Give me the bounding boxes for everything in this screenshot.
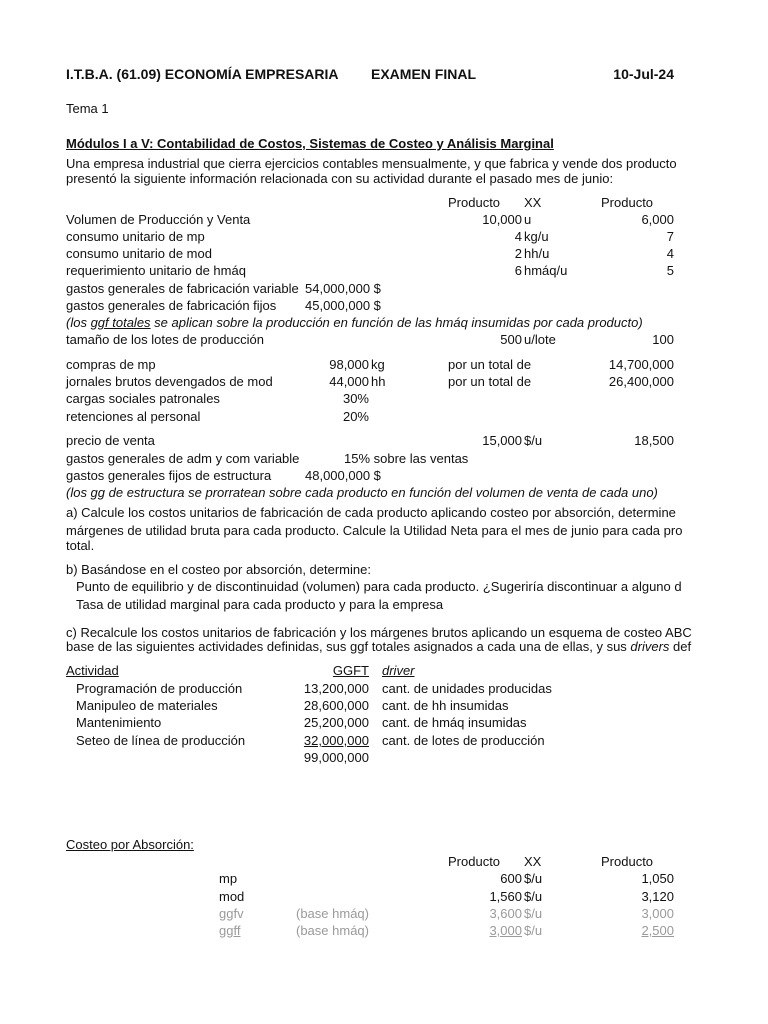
costeo-title: Costeo por Absorción: xyxy=(66,837,194,852)
modulos-title: Módulos I a V: Contabilidad de Costos, Sistemas de Costeo y Análisis Marginal xyxy=(66,136,554,151)
gg-estructura-note: (los gg de estructura se prorratean sobre cada producto en función del volumen de venta de cada uno) xyxy=(66,485,658,500)
question-a-clipped-row xyxy=(66,505,676,520)
costeo-unit: $/u xyxy=(524,871,543,886)
row-value-2: 5 xyxy=(666,263,674,278)
costeo-label: ggfv xyxy=(219,906,244,921)
question-a-line-2: márgenes de utilidad bruta para cada producto. Calcule la Utilidad Neta para el mes de junio para cada pro xyxy=(66,523,683,538)
abc-actividad: Programación de producción xyxy=(76,681,243,696)
question-c-line-1: c) Recalcule los costos unitarios de fabricación y los márgenes brutos aplicando un esquema de costeo ABC xyxy=(66,625,692,640)
lotes-value-2: 100 xyxy=(652,332,674,347)
ggf-variable-value: 54,000,000 $ xyxy=(305,281,381,296)
question-a-line-3: total. xyxy=(66,538,95,553)
row-value-2: 4 xyxy=(666,246,674,261)
cargas-label: cargas sociales patronales xyxy=(66,391,220,406)
costeo-base: (base hmáq) xyxy=(296,906,369,921)
row-unit: u xyxy=(524,212,532,227)
abc-header-actividad: Actividad xyxy=(66,663,119,678)
gg-adm-label: gastos generales de adm y com variable xyxy=(66,451,300,466)
compras-qty: 98,000 xyxy=(329,357,369,372)
gg-estructura-value: 48,000,000 $ xyxy=(305,468,381,483)
retenciones-label: retenciones al personal xyxy=(66,409,201,424)
product-label-2: Producto xyxy=(601,195,654,210)
row-unit: kg/u xyxy=(524,229,549,244)
row-label: requerimiento unitario de hmáq xyxy=(66,263,246,278)
ggf-fijos-label: gastos generales de fabricación fijos xyxy=(66,298,277,313)
abc-ggft: 25,200,000 xyxy=(303,715,369,730)
ggf-fijos-value: 45,000,000 $ xyxy=(305,298,381,313)
question-b-item-1: Punto de equilibrio y de discontinuidad (volumen) para cada producto. ¿Sugeriría discontinuar a alguno d xyxy=(76,579,682,594)
ggf-note xyxy=(66,315,643,331)
row-label: consumo unitario de mp xyxy=(66,229,205,244)
abc-total: 99,000,000 xyxy=(303,750,369,765)
jornales-label: jornales brutos devengados de mod xyxy=(66,374,273,389)
abc-driver: cant. de hh insumidas xyxy=(382,698,509,713)
jornales-por: por un total de xyxy=(448,374,532,389)
row-label: consumo unitario de mod xyxy=(66,246,212,261)
row-value-xx: 4 xyxy=(514,229,522,244)
product-label-1: Producto xyxy=(448,195,501,210)
question-b-item-2: Tasa de utilidad marginal para cada producto y para la empresa xyxy=(76,597,444,612)
ggf-note-underlined: ggf totales xyxy=(90,315,151,330)
costeo-unit: $/u xyxy=(524,923,543,938)
costeo-value-xx: 3,000 xyxy=(489,923,522,938)
abc-ggft: 28,600,000 xyxy=(303,698,369,713)
intro-line-2: presentó la siguiente información relacionada con su actividad durante el pasado mes de junio: xyxy=(66,171,614,186)
compras-por: por un total de xyxy=(448,357,532,372)
costeo-value-2: 1,050 xyxy=(641,871,674,886)
lotes-label: tamaño de los lotes de producción xyxy=(66,332,265,347)
row-label: Volumen de Producción y Venta xyxy=(66,212,251,227)
row-value-2: 7 xyxy=(666,229,674,244)
tema-label: Tema 1 xyxy=(66,101,109,116)
abc-driver: cant. de hmáq insumidas xyxy=(382,715,527,730)
precio-value-xx: 15,000 xyxy=(482,433,522,448)
abc-actividad: Manipuleo de materiales xyxy=(76,698,218,713)
abc-driver: cant. de lotes de producción xyxy=(382,733,545,748)
abc-ggft: 13,200,000 xyxy=(303,681,369,696)
costeo-value-xx: 600 xyxy=(500,871,522,886)
jornales-qty: 44,000 xyxy=(329,374,369,389)
course-title: I.T.B.A. (61.09) ECONOMÍA EMPRESARIA xyxy=(66,66,339,82)
costeo-base: (base hmáq) xyxy=(296,923,369,938)
jornales-total: 26,400,000 xyxy=(608,374,674,389)
abc-header-ggft: GGFT xyxy=(332,663,369,678)
row-unit: hmáq/u xyxy=(524,263,568,278)
gg-adm-value: 15% sobre las ventas xyxy=(344,451,469,466)
jornales-unit: hh xyxy=(371,374,386,389)
ggf-note-suffix: se aplican sobre la producción en función de las hmáq insumidas por cada producto) xyxy=(150,315,643,330)
exam-title: EXAMEN FINAL xyxy=(371,66,476,82)
question-c-line-2-suffix: def xyxy=(669,639,692,654)
abc-actividad: Mantenimiento xyxy=(76,715,162,730)
lotes-value-xx: 500 xyxy=(500,332,522,347)
costeo-product-label-2: Producto xyxy=(601,854,654,869)
costeo-label: mod xyxy=(219,889,245,904)
costeo-label: mp xyxy=(219,871,238,886)
lotes-unit: u/lote xyxy=(524,332,556,347)
question-a-line-1: a) Calcule los costos unitarios de fabricación de cada producto aplicando costeo por absorción, determine xyxy=(66,505,676,520)
row-value-xx: 2 xyxy=(514,246,522,261)
costeo-label: ggff xyxy=(219,923,241,938)
costeo-value-xx: 1,560 xyxy=(489,889,522,904)
intro-line-1: Una empresa industrial que cierra ejercicios contables mensualmente, y que fabrica y vende dos producto xyxy=(66,156,677,171)
costeo-product-label-1: Producto xyxy=(448,854,501,869)
question-c-drivers: drivers xyxy=(630,639,670,654)
ggf-variable-label: gastos generales de fabricación variable xyxy=(66,281,299,296)
gg-estructura-label: gastos generales fijos de estructura xyxy=(66,468,272,483)
costeo-value-2: 2,500 xyxy=(641,923,674,938)
abc-ggft: 32,000,000 xyxy=(303,733,369,748)
product-name-1: XX xyxy=(524,195,542,210)
costeo-unit: $/u xyxy=(524,906,543,921)
row-value-2: 6,000 xyxy=(641,212,674,227)
precio-value-2: 18,500 xyxy=(634,433,674,448)
costeo-value-2: 3,000 xyxy=(641,906,674,921)
abc-driver: cant. de unidades producidas xyxy=(382,681,552,696)
abc-header-driver: driver xyxy=(382,663,415,678)
ggf-note-prefix: (los xyxy=(66,315,91,330)
precio-label: precio de venta xyxy=(66,433,155,448)
retenciones-value: 20% xyxy=(342,409,369,424)
compras-unit: kg xyxy=(371,357,385,372)
costeo-value-xx: 3,600 xyxy=(489,906,522,921)
abc-actividad: Seteo de línea de producción xyxy=(76,733,246,748)
compras-total: 14,700,000 xyxy=(608,357,674,372)
costeo-product-name-1: XX xyxy=(524,854,542,869)
question-b-title: b) Basándose en el costeo por absorción, determine: xyxy=(66,562,371,577)
costeo-unit: $/u xyxy=(524,889,543,904)
row-value-xx: 6 xyxy=(514,263,522,278)
precio-unit: $/u xyxy=(524,433,543,448)
cargas-value: 30% xyxy=(342,391,369,406)
costeo-value-2: 3,120 xyxy=(641,889,674,904)
question-c-line-2 xyxy=(66,639,691,655)
row-unit: hh/u xyxy=(524,246,550,261)
compras-label: compras de mp xyxy=(66,357,156,372)
question-c-line-2-prefix: base de las siguientes actividades definidas, sus ggf totales asignados a cada una de ellas, y sus xyxy=(66,639,631,654)
row-value-xx: 10,000 xyxy=(482,212,522,227)
exam-date: 10-Jul-24 xyxy=(613,66,674,82)
